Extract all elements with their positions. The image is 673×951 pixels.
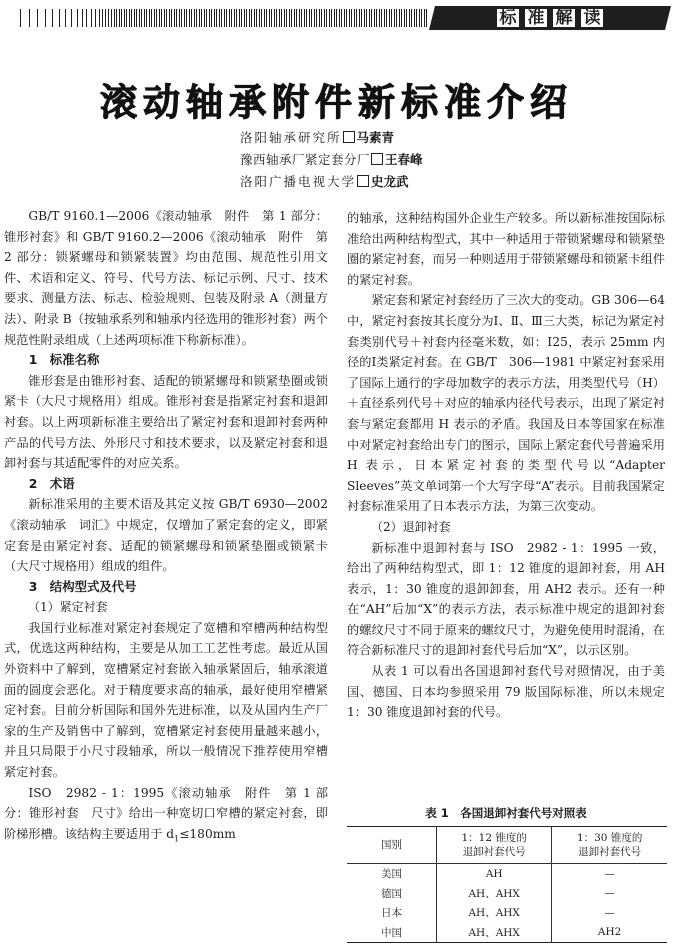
stripe — [294, 9, 295, 27]
stripe — [284, 9, 285, 27]
stripe — [314, 9, 315, 27]
stripe — [379, 9, 380, 27]
box-separator — [371, 153, 383, 165]
stripe — [134, 9, 135, 27]
stripe — [276, 9, 277, 27]
stripe — [254, 9, 255, 27]
subscript: 1 — [174, 834, 180, 844]
author-line — [240, 152, 423, 168]
stripe — [159, 9, 160, 27]
author-line — [240, 130, 394, 146]
stripe — [309, 9, 310, 27]
stripe — [231, 9, 232, 27]
stripe — [236, 9, 237, 27]
stripe — [264, 9, 265, 27]
stripe — [186, 9, 187, 27]
paragraph: 从表 1 可以看出各国退卸衬套代号对照情况，由于美国、德国、日本均参照采用 79 版国际标准，所以未规定 1：30 锥度退卸衬套的代号。 — [347, 664, 665, 720]
stripe — [259, 9, 260, 27]
stripe — [244, 9, 245, 27]
table-header-cell: 1：30 锥度的 退卸衬套代号 — [552, 827, 667, 864]
stripe — [344, 9, 345, 27]
stripe — [141, 9, 142, 27]
author-line — [240, 174, 409, 190]
table-header-row — [347, 827, 667, 864]
stripe — [389, 9, 390, 27]
stripe — [126, 9, 127, 27]
author-name: 王春峰 — [385, 152, 423, 167]
section-header-ribbon — [0, 6, 673, 30]
stripe — [221, 9, 222, 27]
author-name: 史龙武 — [371, 174, 409, 189]
stripe — [261, 9, 262, 27]
stripe — [401, 9, 402, 27]
table-cell: AH2 — [552, 923, 667, 943]
code-comparison-table — [347, 826, 667, 943]
stripe — [194, 9, 195, 27]
table-cell: 中国 — [347, 923, 437, 943]
stripe — [334, 9, 335, 27]
stripe — [369, 9, 370, 27]
stripe — [201, 9, 202, 27]
stripe — [108, 9, 109, 27]
stripe — [361, 9, 362, 27]
stripe — [45, 9, 46, 27]
stripe — [301, 9, 302, 27]
author-affiliation: 豫西轴承厂紧定套分厂 — [240, 152, 371, 167]
stripe — [131, 9, 132, 27]
stripe — [296, 9, 297, 27]
stripe — [86, 9, 87, 27]
stripe — [419, 9, 420, 27]
stripe — [374, 9, 375, 27]
stripe — [124, 9, 125, 27]
stripe — [354, 9, 355, 27]
section-tag — [429, 6, 671, 30]
stripe — [256, 9, 257, 27]
stripe — [271, 9, 272, 27]
stripe — [219, 9, 220, 27]
stripe — [241, 9, 242, 27]
stripe — [421, 9, 422, 27]
stripe — [191, 9, 192, 27]
stripe — [181, 9, 182, 27]
author-affiliation: 洛阳轴承研究所 — [240, 130, 342, 145]
left-column — [4, 206, 328, 850]
stripe — [91, 9, 92, 27]
table-header-cell: 国别 — [347, 827, 437, 864]
table-cell: 德国 — [347, 884, 437, 904]
paragraph: 我国行业标准对紧定衬套规定了宽槽和窄槽两种结构型式，优选这两种结构，主要是从加工工艺性考虑。最近从国外资料中了解到，宽槽紧定衬套嵌入轴承紧固后，轴承滚道面的圆度会恶化。对于精度要求高的轴承，最好使用窄槽紧定衬套。目前分析国际和国外先进标准，以及从国内生产厂家的生产及销售中了解到，宽槽紧定衬套使用量越来越小，并且只局限于小尺寸段轴承，所以一般情况下推荐使用窄槽紧定衬套。 — [4, 620, 328, 780]
stripe — [251, 9, 252, 27]
table-row — [347, 903, 667, 923]
stripe — [121, 9, 122, 27]
stripe — [166, 9, 167, 27]
stripe — [306, 9, 307, 27]
paragraph: 的轴承，这种结构国外企业生产较多。所以新标准按国际标准给出两种结构型式，其中一种适用于带锁紧螺母和锁紧垫圈的紧定衬套，而另一种则适用于带锁紧螺母和锁紧卡组件的紧定衬套。 — [347, 211, 665, 287]
stripe — [156, 9, 157, 27]
stripe — [71, 9, 72, 27]
section-tag-char: 标 — [497, 9, 519, 27]
subsection-heading: （2）退卸衬套 — [371, 519, 451, 534]
stripe — [169, 9, 170, 27]
paragraph: 新标准中退卸衬套与 ISO 2982 - 1：1995 一致，给出了两种结构型式，即 1：12 锥度的退卸衬套，用 AH 表示，1：30 锥度的退卸卸套，用 AH2 表示。还有一种在“AH”后加“X”的表示方法，表示标准中规定的退卸衬套的螺纹尺寸不同于原来的螺纹尺寸，为避免使用时混淆，在符合新标准尺寸的退卸衬套代号后加“X”，以示区别。 — [347, 540, 665, 658]
stripe — [279, 9, 280, 27]
stripe — [336, 9, 337, 27]
stripe — [234, 9, 235, 27]
stripe — [416, 9, 417, 27]
stripe — [129, 9, 130, 27]
stripe — [171, 9, 172, 27]
stripe — [346, 9, 347, 27]
table-row — [347, 864, 667, 884]
stripe — [246, 9, 247, 27]
box-separator — [343, 131, 355, 143]
stripe — [29, 9, 30, 27]
stripe — [316, 9, 317, 27]
paragraph — [4, 783, 328, 850]
stripe — [102, 9, 103, 27]
stripe — [184, 9, 185, 27]
stripe — [386, 9, 387, 27]
stripe — [326, 9, 327, 27]
stripe — [341, 9, 342, 27]
table-cell: AH、AHX — [437, 903, 552, 923]
stripe — [209, 9, 210, 27]
stripe — [381, 9, 382, 27]
stripe — [291, 9, 292, 27]
stripe — [409, 9, 410, 27]
table-row — [347, 923, 667, 943]
stripe — [226, 9, 227, 27]
stripe — [359, 9, 360, 27]
stripe — [281, 9, 282, 27]
stripe — [324, 9, 325, 27]
right-column — [347, 208, 665, 723]
stripe — [351, 9, 352, 27]
text-run: ≤180mm — [179, 826, 236, 841]
stripe — [136, 9, 137, 27]
stripe — [151, 9, 152, 27]
table-header-cell: 1：12 锥度的 退卸衬套代号 — [437, 827, 552, 864]
stripe — [414, 9, 415, 27]
table-cell: AH、AHX — [437, 923, 552, 943]
table-cell: — — [552, 903, 667, 923]
stripe — [144, 9, 145, 27]
stripe — [384, 9, 385, 27]
stripe — [199, 9, 200, 27]
stripe — [119, 9, 120, 27]
section-tag-char: 解 — [553, 9, 575, 27]
subsection-heading: （1）紧定衬套 — [28, 600, 108, 615]
stripe — [189, 9, 190, 27]
stripe — [404, 9, 405, 27]
stripe — [371, 9, 372, 27]
stripe — [274, 9, 275, 27]
stripe — [399, 9, 400, 27]
stripe — [396, 9, 397, 27]
stripe — [174, 9, 175, 27]
stripe — [286, 9, 287, 27]
stripe — [311, 9, 312, 27]
stripe — [364, 9, 365, 27]
stripe — [299, 9, 300, 27]
section-heading: 2 术语 — [28, 475, 75, 491]
stripe — [249, 9, 250, 27]
stripe — [52, 9, 53, 27]
stripe — [116, 9, 117, 27]
table-row — [347, 884, 667, 904]
stripe — [37, 9, 38, 27]
stripe — [146, 9, 147, 27]
stripe — [376, 9, 377, 27]
stripe — [59, 9, 60, 27]
stripe — [82, 9, 83, 27]
stripe — [356, 9, 357, 27]
decorative-stripes — [0, 6, 430, 30]
author-name: 马素青 — [356, 130, 395, 145]
stripe — [331, 9, 332, 27]
stripe — [229, 9, 230, 27]
section-heading: 3 结构型式及代号 — [28, 578, 137, 594]
stripe — [214, 9, 215, 27]
stripe — [321, 9, 322, 27]
stripe — [164, 9, 165, 27]
stripe — [366, 9, 367, 27]
stripe — [95, 9, 96, 27]
stripe — [329, 9, 330, 27]
paragraph: 紧定套和紧定衬套经历了三次大的变动。GB 306—64 中，紧定衬套按其长度分为Ⅰ、Ⅱ、Ⅲ三大类，标记为紧定衬套类别代号＋衬套内径毫米数，如：Ⅰ25，表示 25mm 内径的Ⅰ类紧定衬套。在 GB/T 306—1981 中紧定衬套采用了国际上通行的字母加数字的表示方法，用类型代号（H）＋直径系列代号＋对应的轴承内径代号表示，出现了紧定衬套与紧定套都用 H 表示的矛盾。我国及日本等国家在标准中对紧定衬套给出专门的图示，国际上紧定套代号普遍采用 H 表示，日本紧定衬套的类型代号以“Adapter Sleeves”英文单词第一个大写字母“A”表示。目前我国紧定衬套标准采用了日本表示方法，为第三次变动。 — [347, 293, 665, 514]
stripe — [20, 9, 21, 27]
stripe — [211, 9, 212, 27]
stripe — [114, 9, 115, 27]
section-tag-char: 准 — [525, 9, 547, 27]
stripe — [216, 9, 217, 27]
section-tag-char: 读 — [581, 9, 603, 27]
stripe — [269, 9, 270, 27]
article-title: 滚动轴承附件新标准介绍 — [100, 81, 573, 124]
stripe — [289, 9, 290, 27]
stripe — [406, 9, 407, 27]
stripe — [111, 9, 112, 27]
paragraph: 锥形套是由锥形衬套、适配的锁紧螺母和锁紧垫圈或锁紧卡（大尺寸规格用）组成。锥形衬套是指紧定衬套和退卸衬套。以上两项新标准主要给出了紧定衬套和退卸衬套两种产品的代号方法、外形尺寸和技术要求，以及紧定衬套和退卸衬套与其适配零件的对应关系。 — [4, 373, 328, 471]
table-cell: — — [552, 884, 667, 904]
stripe — [319, 9, 320, 27]
stripe — [196, 9, 197, 27]
stripe — [391, 9, 392, 27]
box-separator — [357, 175, 369, 187]
stripe — [349, 9, 350, 27]
table-cell: 美国 — [347, 864, 437, 884]
stripe — [149, 9, 150, 27]
stripe — [204, 9, 205, 27]
stripe — [411, 9, 412, 27]
stripe — [77, 9, 78, 27]
stripe — [161, 9, 162, 27]
section-heading: 1 标准名称 — [28, 352, 100, 368]
paragraph: GB/T 9160.1—2006《滚动轴承 附件 第 1 部分：锥形衬套》和 GB/T 9160.2—2006《滚动轴承 附件 第 2 部分：锁紧螺母和锁紧装置》均由范围、规范性引用文件、术语和定义、符号、代号方法、标记示例、尺寸、技术要求、测量方法、标志、检验规则、包装及附录 A（测量方法）、附录 B（按轴承系列和轴承内径选用的锥形衬套）两个规范性附录组成（上述两项标准下称新标准）。 — [4, 209, 328, 347]
table-cell: AH、AHX — [437, 884, 552, 904]
stripe — [224, 9, 225, 27]
table-caption: 表 1 各国退卸衬套代号对照表 — [425, 806, 587, 820]
stripe — [179, 9, 180, 27]
stripe — [206, 9, 207, 27]
stripe — [139, 9, 140, 27]
stripe — [394, 9, 395, 27]
stripe — [176, 9, 177, 27]
stripe — [154, 9, 155, 27]
table-cell: 日本 — [347, 903, 437, 923]
table-cell: — — [552, 864, 667, 884]
table-cell: AH — [437, 864, 552, 884]
stripe — [266, 9, 267, 27]
text-run: ISO 2982 - 1：1995《滚动轴承 附件 第 1 部分：锥形衬套 尺寸》给出一种宽切口窄槽的紧定衬套，即阶梯形槽。该结构主要适用于 d — [4, 785, 328, 841]
stripe — [424, 9, 425, 27]
stripe — [339, 9, 340, 27]
stripe — [239, 9, 240, 27]
stripe — [99, 9, 100, 27]
stripe — [65, 9, 66, 27]
stripe — [105, 9, 106, 27]
stripe — [426, 9, 427, 27]
paragraph: 新标准采用的主要术语及其定义按 GB/T 6930—2002《滚动轴承 词汇》中规定，仅增加了紧定套的定义，即紧定套是由紧定衬套、适配的锁紧螺母和锁紧垫圈或锁紧卡（大尺寸规格用）组成的组件。 — [4, 497, 328, 574]
author-affiliation: 洛阳广播电视大学 — [240, 174, 357, 189]
stripe — [304, 9, 305, 27]
